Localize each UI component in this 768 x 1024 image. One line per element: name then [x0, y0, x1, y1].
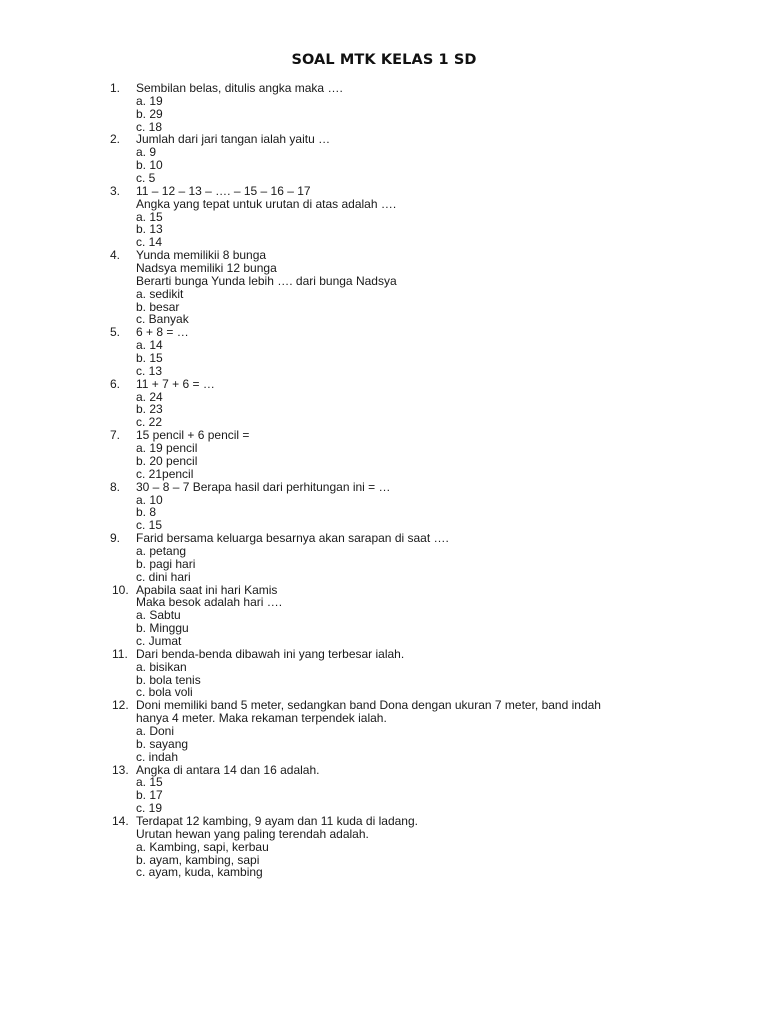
answer-options: [136, 146, 768, 185]
question-text-line: 11 + 7 + 6 = …: [136, 376, 215, 391]
answer-option: a. 24: [136, 389, 163, 404]
question-text-line: Maka besok adalah hari ….: [136, 595, 283, 610]
question-item: [0, 429, 768, 480]
answer-option: c. 18: [136, 119, 163, 134]
question-text-line: Doni memiliki band 5 meter, sedangkan band Dona dengan ukuran 7 meter, band indah: [136, 698, 601, 713]
answer-option: c. 14: [136, 235, 163, 250]
answer-options: [136, 95, 768, 134]
question-text-line: hanya 4 meter. Maka rekaman terpendek ialah.: [136, 711, 387, 726]
answer-option: b. 15: [136, 351, 163, 366]
answer-option: c. ayam, kuda, kambing: [136, 865, 263, 880]
question-text-line: Angka di antara 14 dan 16 adalah.: [136, 762, 320, 777]
answer-option: b. 20 pencil: [136, 453, 198, 468]
question-text-line: Urutan hewan yang paling terendah adalah.: [136, 826, 369, 841]
question-item: [0, 699, 768, 763]
answer-options: [136, 609, 768, 648]
answer-options: [136, 288, 768, 327]
question-item: [0, 815, 768, 879]
question-list: [0, 82, 768, 879]
question-number: 14.: [112, 813, 129, 828]
question-item: [0, 133, 768, 184]
question-text: [136, 326, 696, 339]
answer-option: b. Minggu: [136, 621, 189, 636]
question-text: [136, 532, 696, 545]
answer-option: b. pagi hari: [136, 556, 196, 571]
question-text-line: 11 – 12 – 13 – …. – 15 – 16 – 17: [136, 183, 311, 198]
question-text-line: Angka yang tepat untuk urutan di atas adalah ….: [136, 196, 397, 211]
question-text-line: Apabila saat ini hari Kamis: [136, 582, 278, 597]
answer-option: c. 19: [136, 801, 163, 816]
question-item: [0, 481, 768, 532]
question-text-line: Yunda memilikii 8 bunga: [136, 248, 267, 263]
answer-option: a. Sabtu: [136, 608, 181, 623]
question-number: 6.: [110, 376, 121, 391]
question-item: [0, 764, 768, 815]
question-text: [136, 82, 696, 95]
answer-option: a. 9: [136, 145, 157, 160]
question-number: 9.: [110, 531, 121, 546]
answer-option: b. 23: [136, 402, 163, 417]
answer-option: b. 10: [136, 158, 163, 173]
question-number: 13.: [112, 762, 129, 777]
answer-option: b. ayam, kambing, sapi: [136, 852, 260, 867]
answer-option: b. 29: [136, 106, 163, 121]
answer-option: c. 13: [136, 363, 163, 378]
question-text: [136, 185, 696, 211]
question-text: [136, 378, 696, 391]
answer-option: b. bola tenis: [136, 672, 201, 687]
answer-options: [136, 494, 768, 533]
answer-option: c. Banyak: [136, 312, 189, 327]
question-number: 3.: [110, 183, 121, 198]
answer-option: c. bola voli: [136, 685, 193, 700]
question-number: 2.: [110, 132, 121, 147]
answer-option: b. 13: [136, 222, 163, 237]
answer-options: [136, 442, 768, 481]
question-number: 7.: [110, 428, 121, 443]
question-text: [136, 764, 696, 777]
question-text: [136, 648, 696, 661]
answer-option: c. Jumat: [136, 633, 182, 648]
question-item: [0, 532, 768, 583]
answer-options: [136, 725, 768, 764]
question-text: [136, 481, 696, 494]
question-item: [0, 326, 768, 377]
answer-option: a. 15: [136, 209, 163, 224]
answer-option: a. Doni: [136, 723, 175, 738]
question-text: [136, 249, 696, 288]
question-item: [0, 185, 768, 249]
question-text-line: Nadsya memiliki 12 bunga: [136, 261, 277, 276]
answer-option: a. sedikit: [136, 286, 184, 301]
question-item: [0, 249, 768, 326]
answer-options: [136, 211, 768, 250]
question-text: [136, 133, 696, 146]
question-text: [136, 699, 696, 725]
question-text: [136, 584, 696, 610]
answer-option: a. 19: [136, 93, 163, 108]
question-number: 11.: [112, 646, 128, 661]
question-number: 4.: [110, 248, 121, 263]
question-text-line: 6 + 8 = …: [136, 325, 189, 340]
answer-option: b. besar: [136, 299, 180, 314]
question-text-line: Farid bersama keluarga besarnya akan sarapan di saat ….: [136, 531, 449, 546]
question-number: 10.: [112, 582, 129, 597]
answer-option: c. 21pencil: [136, 466, 194, 481]
answer-option: c. 22: [136, 415, 163, 430]
question-text-line: Dari benda-benda dibawah ini yang terbesar ialah.: [136, 646, 405, 661]
question-item: [0, 378, 768, 429]
question-text-line: 15 pencil + 6 pencil =: [136, 428, 250, 443]
answer-option: a. petang: [136, 543, 187, 558]
answer-option: c. 5: [136, 171, 156, 186]
answer-option: c. dini hari: [136, 569, 191, 584]
answer-option: a. 10: [136, 492, 163, 507]
answer-option: c. 15: [136, 518, 163, 533]
answer-options: [136, 339, 768, 378]
question-item: [0, 584, 768, 648]
question-number: 12.: [112, 698, 129, 713]
question-text-line: Berarti bunga Yunda lebih …. dari bunga Nadsya: [136, 273, 397, 288]
document-title: SOAL MTK KELAS 1 SD: [291, 52, 477, 68]
answer-options: [136, 545, 768, 584]
answer-option: b. 17: [136, 788, 163, 803]
question-text: [136, 429, 696, 442]
answer-option: a. bisikan: [136, 659, 187, 674]
answer-options: [136, 841, 768, 880]
answer-option: a. 14: [136, 338, 163, 353]
question-text-line: Terdapat 12 kambing, 9 ayam dan 11 kuda di ladang.: [136, 813, 418, 828]
question-number: 5.: [110, 325, 121, 340]
question-number: 8.: [110, 479, 121, 494]
answer-options: [136, 661, 768, 700]
question-item: [0, 648, 768, 699]
answer-option: a. Kambing, sapi, kerbau: [136, 839, 269, 854]
question-item: [0, 82, 768, 133]
answer-options: [136, 391, 768, 430]
answer-option: c. indah: [136, 749, 179, 764]
question-text-line: Jumlah dari jari tangan ialah yaitu …: [136, 132, 331, 147]
answer-option: b. sayang: [136, 736, 189, 751]
answer-option: b. 8: [136, 505, 157, 520]
question-number: 1.: [110, 81, 121, 95]
question-text-line: Sembilan belas, ditulis angka maka ….: [136, 81, 343, 95]
answer-option: a. 19 pencil: [136, 441, 198, 456]
question-text: [136, 815, 696, 841]
answer-options: [136, 776, 768, 815]
answer-option: a. 15: [136, 775, 163, 790]
question-text-line: 30 – 8 – 7 Berapa hasil dari perhitungan ini = …: [136, 479, 391, 494]
